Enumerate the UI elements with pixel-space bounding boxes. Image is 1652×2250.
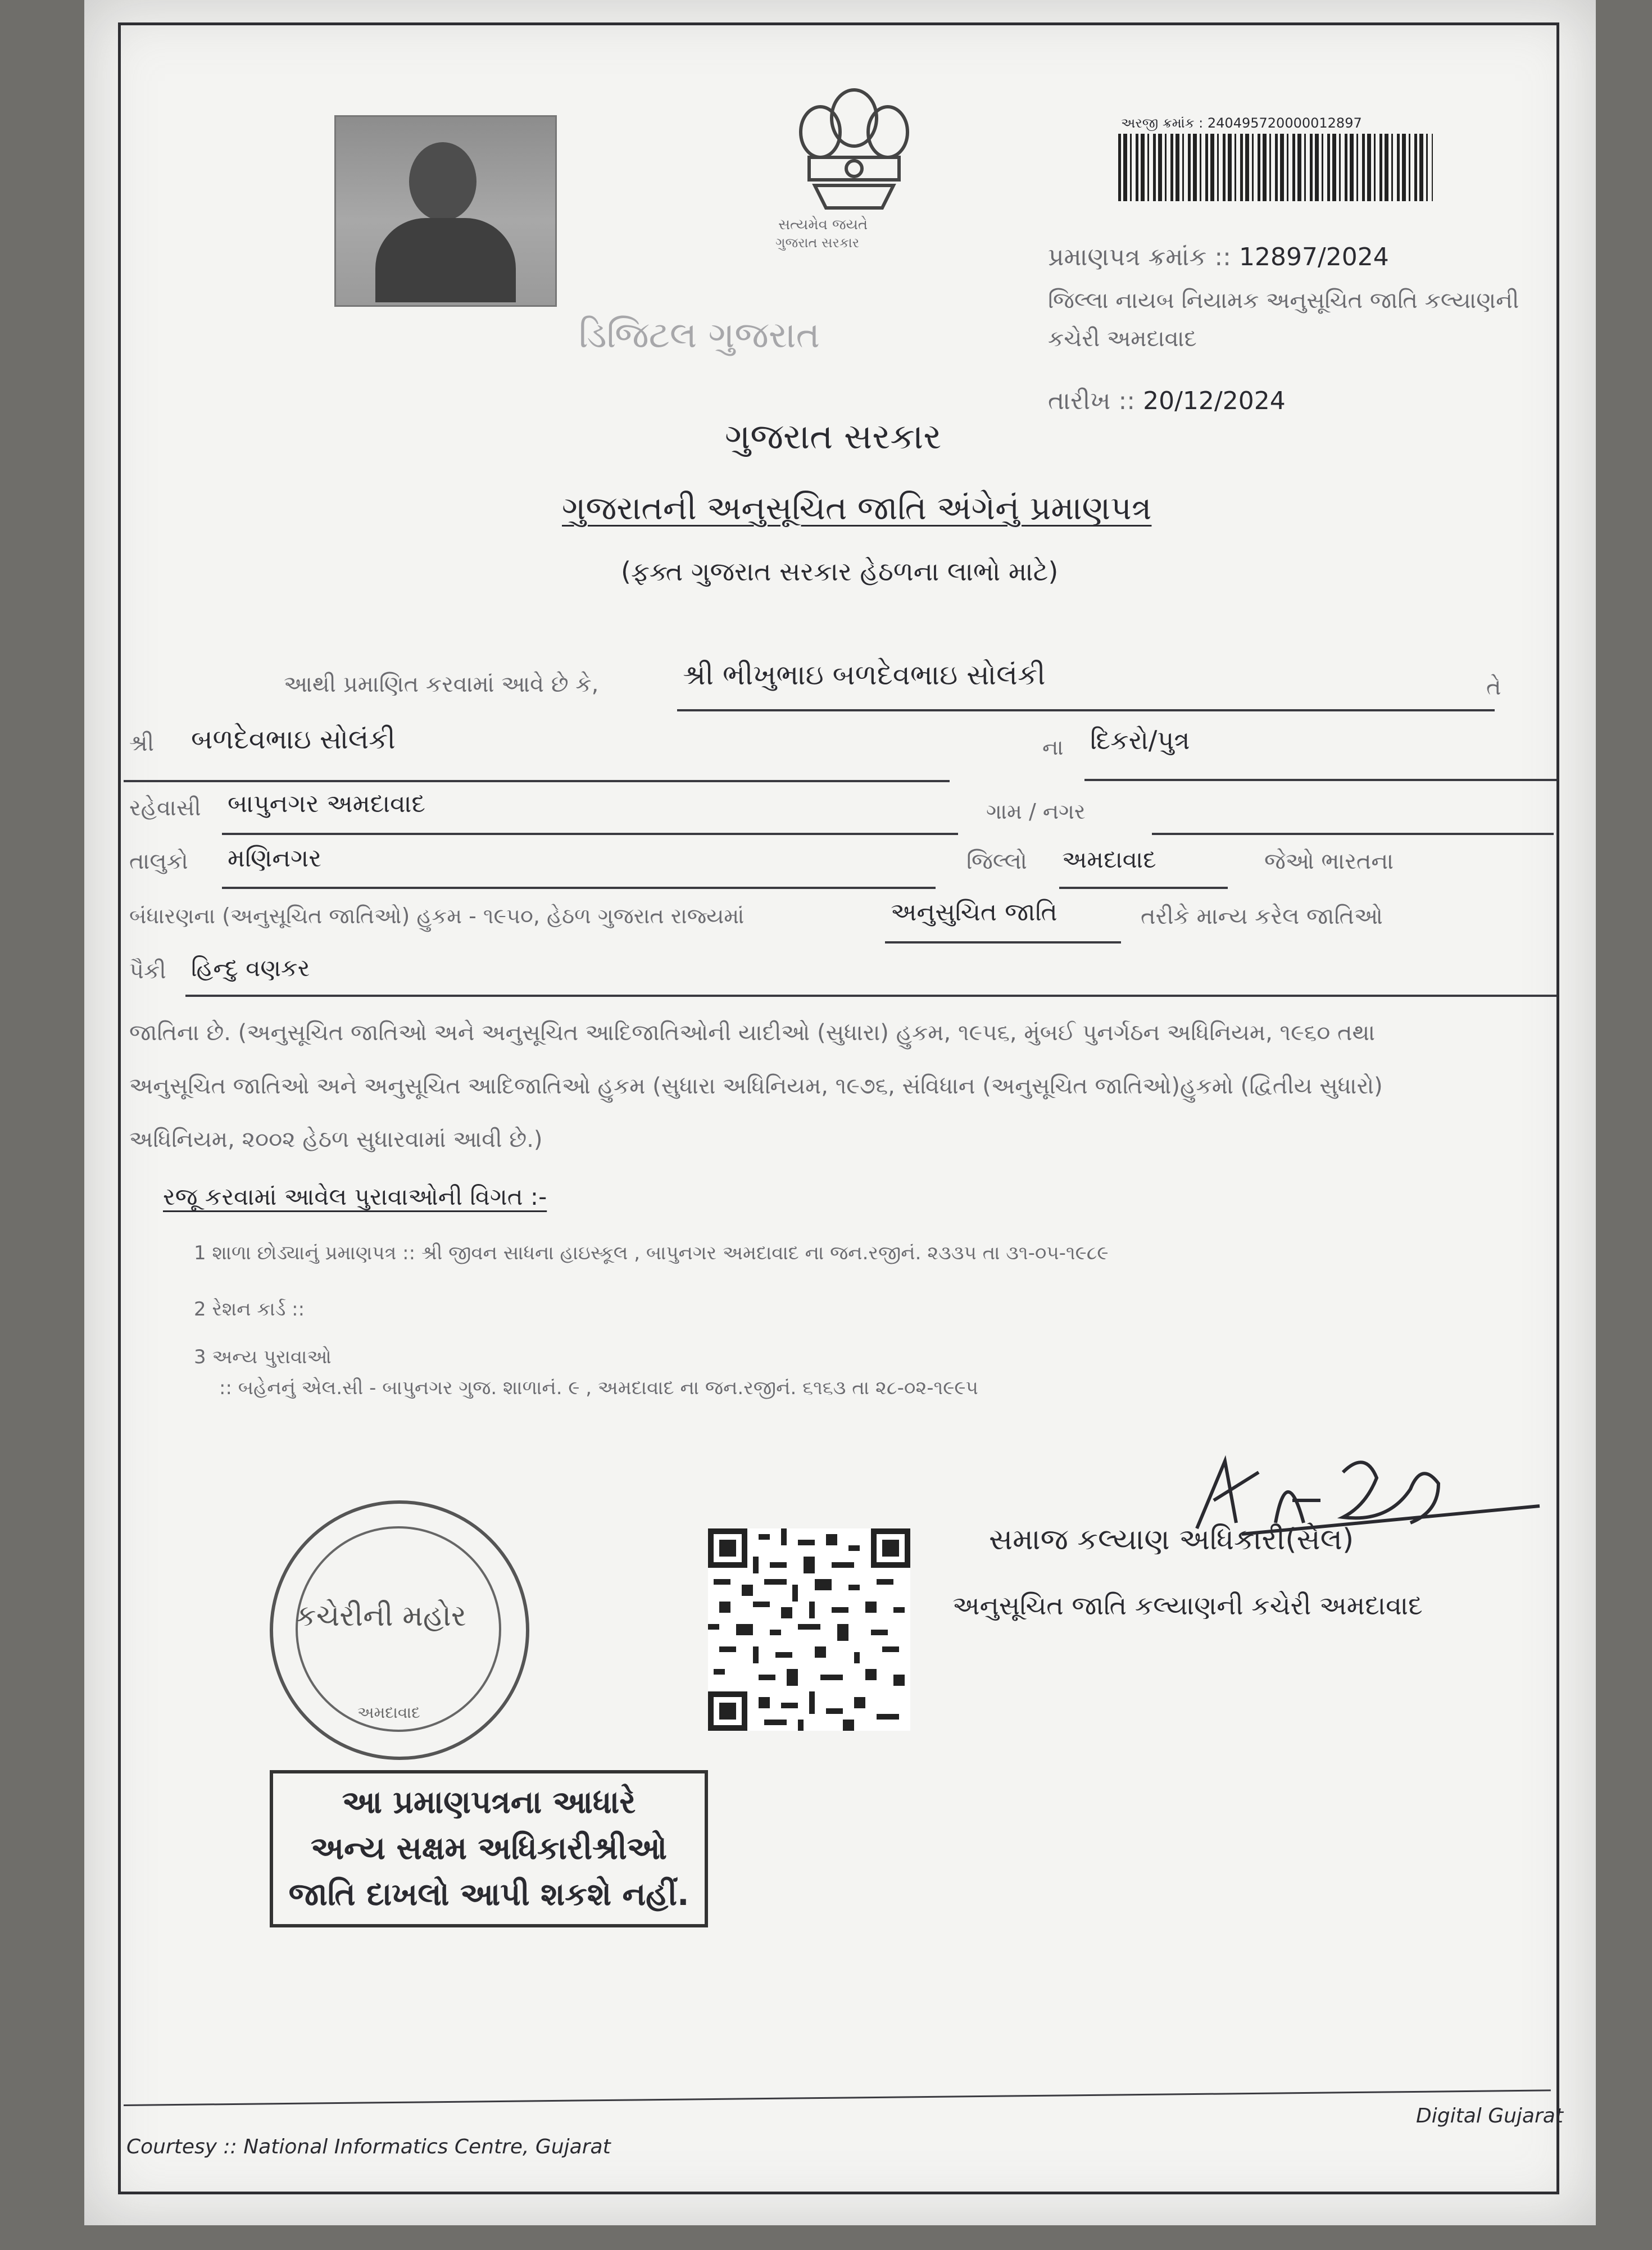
note-line3: જાતિ દાખલો આપી શકશે નહીં. bbox=[288, 1876, 689, 1913]
te-text: તે bbox=[1486, 674, 1501, 700]
caste-label: પૈકી bbox=[129, 958, 166, 984]
government-title: ગુજરાત સરકાર bbox=[725, 416, 942, 457]
evidence-item2: 2 રેશન કાર્ડ :: bbox=[194, 1298, 305, 1321]
father-prefix: શ્રી bbox=[129, 731, 155, 756]
order-text: બંધારણના (અનુસૂચિત જાતિઓ) હુકમ - ૧૯૫૦, હેઠળ ગુજરાત રાજ્યમાં bbox=[129, 904, 745, 928]
seal-text: કચેરીની મહોર bbox=[296, 1599, 466, 1633]
taluka-value: મણિનગર bbox=[228, 844, 322, 873]
application-number-label: અરજી ક્રમાંક : bbox=[1121, 115, 1204, 131]
barcode bbox=[1118, 134, 1433, 201]
resident-label: રહેવાસી bbox=[129, 795, 201, 821]
evidence-item1: 1 શાળા છોડ્યાનું પ્રમાણપત્ર :: શ્રી જીવન સાધના હાઇસ્કૂલ , બાપુનગર અમદાવાદ ના જન.રજીનં. ૨૩૩૫ તા ૩૧-૦૫-૧૯૮૯ bbox=[194, 1242, 1109, 1264]
applicant-name: શ્રી ભીખુભાઇ બળદેવભાઇ સોલંકી bbox=[683, 659, 1046, 691]
paragraph-line1: જાતિના છે. (અનુસૂચિત જાતિઓ અને અનુસૂચિત આદિજાતિઓની યાદીઓ (સુધારા) હુકમ, ૧૯૫૬, મુંબઈ પુનર્ગઠન અધિનિયમ, ૧૯૬૦ તથા bbox=[129, 1020, 1376, 1046]
certificate-date: 20/12/2024 bbox=[1143, 387, 1286, 415]
emblem-caption: સત્યમેવ જયતે bbox=[778, 216, 868, 233]
evidence-item3-detail: :: બહેનનું એલ.સી - બાપુનગર ગુજ. શાળાનં. ૯ , અમદાવાદ ના જન.રજીનં. ૬૧૬૩ તા ૨૮-૦૨-૧૯૯૫ bbox=[219, 1377, 978, 1399]
qr-code bbox=[708, 1528, 910, 1731]
recognized-text: તરીકે માન્ય કરેલ જાતિઓ bbox=[1141, 904, 1383, 929]
date-label: તારીખ :: bbox=[1048, 387, 1136, 415]
certificate-number: 12897/2024 bbox=[1238, 243, 1389, 271]
issuer-line2: કચેરી અમદાવાદ bbox=[1048, 326, 1197, 352]
emblem-subcaption: ગુજરાત સરકાર bbox=[775, 235, 860, 251]
certificate-number-label: પ્રમાણપત્ર ક્રમાંક :: bbox=[1048, 243, 1231, 271]
category-value: અનુસુચિત જાતિ bbox=[891, 898, 1058, 927]
village-label: ગામ / નગર bbox=[986, 799, 1086, 824]
certify-text: આથી પ્રમાણિત કરવામાં આવે છે કે, bbox=[284, 672, 599, 697]
note-line2: અન્ય સક્ષમ અધિકારીશ્રીઓ bbox=[311, 1830, 667, 1867]
taluka-label: તાલુકો bbox=[129, 849, 188, 874]
seal-caption: અમદાવાદ bbox=[357, 1703, 420, 1722]
certificate-subtitle: (ફક્ત ગુજરાત સરકાર હેઠળના લાભો માટે) bbox=[621, 556, 1059, 587]
note-line1: આ પ્રમાણપત્રના આધારે bbox=[342, 1784, 636, 1821]
digital-gujarat-brand: Digital Gujarat bbox=[1416, 2104, 1563, 2127]
faint-watermark: ડિજિટલ ગુજરાત bbox=[579, 315, 820, 356]
resident-value: બાપુનગર અમદાવાદ bbox=[228, 790, 425, 818]
district-value: અમદાવાદ bbox=[1062, 846, 1156, 873]
evidence-heading: રજૂ કરવામાં આવેલ પુરાવાઓની વિગત :- bbox=[163, 1183, 547, 1210]
officer-title: સમાજ કલ્યાણ અધિકારી(સેલ) bbox=[989, 1523, 1354, 1557]
na-text: ના bbox=[1042, 735, 1064, 760]
certificate-title: ગુજરાતની અનુસૂચિત જાતિ અંગેનું પ્રમાણપત્ર bbox=[562, 489, 1152, 527]
officer-office: અનુસૂચિત જાતિ કલ્યાણની કચેરી અમદાવાદ bbox=[952, 1590, 1423, 1621]
district-label: જિલ્લો bbox=[966, 849, 1027, 874]
application-number: 240495720000012897 bbox=[1207, 115, 1362, 131]
relation: દિકરો/પુત્ર bbox=[1090, 725, 1190, 755]
paragraph-line3: અધિનિયમ, ૨૦૦૨ હેઠળ સુધારવામાં આવી છે.) bbox=[129, 1127, 543, 1153]
paragraph-line2: અનુસૂચિત જાતિઓ અને અનુસૂચિત આદિજાતિઓ હુકમ (સુધારા અધિનિયમ, ૧૯૭૬, સંવિધાન (અનુસૂચિત જાતિઓ)હુકમો (દ્વિતીય સુધારો) bbox=[129, 1073, 1383, 1099]
courtesy-text: Courtesy :: National Informatics Centre, Gujarat bbox=[126, 2135, 611, 2158]
applicant-photo bbox=[334, 115, 557, 307]
restriction-note bbox=[270, 1770, 708, 1927]
office-seal bbox=[270, 1500, 529, 1760]
certificate-paper bbox=[84, 0, 1596, 2225]
father-name: બળદેવભાઇ સોલંકી bbox=[191, 724, 396, 755]
caste-value: હિન્દુ વણકર bbox=[191, 954, 310, 982]
india-text: જેઓ ભારતના bbox=[1264, 849, 1394, 874]
evidence-item3: 3 અન્ય પુરાવાઓ bbox=[194, 1346, 332, 1368]
issuer-line1: જિલ્લા નાયબ નિયામક અનુસૂચિત જાતિ કલ્યાણની bbox=[1048, 288, 1519, 314]
